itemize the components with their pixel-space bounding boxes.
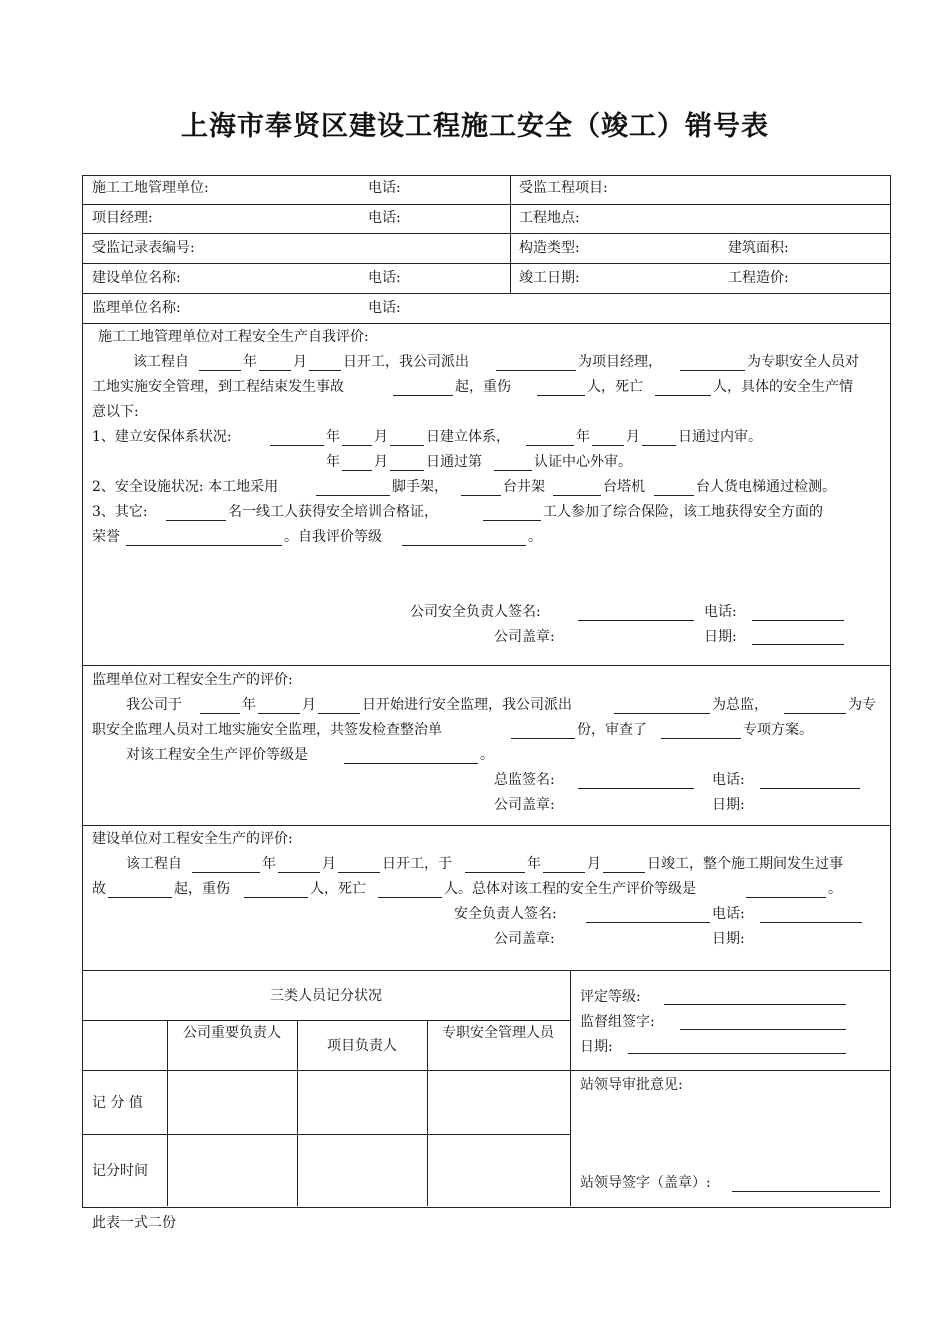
item-2-text: 2、安全设施状况: 本工地采用 — [92, 479, 279, 495]
fill-blank — [537, 395, 585, 396]
self-eval-text: 工地实施安全管理，到工程结束发生事故 — [92, 379, 344, 395]
supervisor-eval-heading: 监理单位对工程安全生产的评价: — [92, 672, 293, 688]
supervised-project-label: 受监工程项目: — [519, 180, 608, 196]
fill-blank — [259, 370, 291, 371]
date-label: 日期: — [712, 797, 745, 813]
fill-blank — [465, 872, 525, 873]
fill-blank — [244, 897, 308, 898]
supervisor-eval-text: 我公司于 — [126, 697, 182, 713]
self-eval-text: 日开工，我公司派出 — [343, 354, 469, 370]
fill-blank — [309, 370, 341, 371]
fill-blank — [278, 872, 320, 873]
fill-blank — [483, 520, 541, 521]
fill-blank — [166, 520, 226, 521]
grade-label: 评定等级: — [580, 989, 641, 1005]
self-eval-text: 人，死亡 — [587, 379, 643, 395]
col-safety-manager: 专职安全管理人员 — [442, 1025, 554, 1041]
fill-blank — [680, 370, 745, 371]
builder-eval-text: 该工程自 — [126, 856, 182, 872]
row-divider — [82, 293, 890, 294]
fill-blank — [511, 738, 575, 739]
fill-blank — [318, 713, 360, 714]
fill-blank — [258, 713, 300, 714]
supervisor-eval-text: 为专 — [848, 697, 876, 713]
year-text: 年 — [242, 697, 256, 713]
supervisor-eval-text: 职安全监理人员对工地实施安全监理，共签发检查整治单 — [92, 722, 442, 738]
fill-blank — [342, 470, 372, 471]
fill-blank — [784, 713, 846, 714]
company-seal-label: 公司盖章: — [494, 797, 555, 813]
phone-label: 电话: — [712, 906, 745, 922]
item-1-text: 日通过第 — [426, 454, 482, 470]
self-eval-text: 为专职安全人员对 — [747, 354, 859, 370]
grade-line[interactable] — [664, 1004, 846, 1005]
self-eval-text: 为项目经理， — [578, 354, 662, 370]
self-eval-text: 意以下: — [92, 404, 139, 420]
leader-sign-label: 站领导签字（盖章）: — [580, 1175, 711, 1191]
self-eval-text: 该工程自 — [133, 354, 189, 370]
row-divider — [82, 233, 890, 234]
fill-blank — [270, 445, 324, 446]
date-label: 日期: — [704, 629, 737, 645]
fill-blank — [338, 872, 380, 873]
col-project-head: 项目负责人 — [327, 1038, 397, 1054]
phone-label: 电话: — [368, 210, 401, 226]
phone-line[interactable] — [760, 922, 862, 923]
row-divider — [82, 1134, 570, 1135]
builder-eval-text: 人。总体对该工程的安全生产评价等级是 — [444, 881, 696, 897]
fill-blank — [553, 495, 601, 496]
project-cost-label: 工程造价: — [728, 270, 789, 286]
item-2-text: 台塔机 — [603, 479, 645, 495]
row-divider — [82, 263, 890, 264]
date-line[interactable] — [628, 1053, 846, 1054]
self-eval-heading: 施工工地管理单位对工程安全生产自我评价: — [98, 329, 369, 345]
page-title: 上海市奉贤区建设工程施工安全（竣工）销号表 — [181, 111, 769, 142]
col-divider — [570, 970, 571, 1206]
year-text: 年 — [243, 354, 257, 370]
supervisor-eval-text: 。 — [480, 747, 494, 763]
fill-blank — [592, 445, 624, 446]
supervisor-eval-text: 为总监， — [712, 697, 768, 713]
building-area-label: 建筑面积: — [728, 240, 789, 256]
leader-opinion-label: 站领导审批意见: — [580, 1077, 683, 1093]
row-divider — [82, 323, 890, 324]
item-3-text: 3、其它: — [92, 504, 148, 520]
phone-line[interactable] — [752, 620, 844, 621]
fill-blank — [496, 370, 576, 371]
project-manager-label: 项目经理: — [92, 210, 153, 226]
item-2-text: 台井架 — [503, 479, 545, 495]
fill-blank — [402, 545, 526, 546]
fill-blank — [393, 395, 453, 396]
date-label: 日期: — [712, 931, 745, 947]
fill-blank — [342, 445, 372, 446]
section-divider — [82, 970, 890, 971]
fill-blank — [461, 495, 501, 496]
builder-eval-text: 日竣工，整个施工期间发生过事 — [647, 856, 843, 872]
row-score-time: 记分时间 — [92, 1163, 148, 1179]
phone-label: 电话: — [704, 604, 737, 620]
phone-line[interactable] — [760, 788, 860, 789]
year-text: 年 — [262, 856, 276, 872]
builder-eval-text: 。 — [828, 881, 842, 897]
year-text: 年 — [326, 454, 340, 470]
fill-blank — [390, 470, 424, 471]
section-divider — [82, 825, 890, 826]
fill-blank — [614, 713, 710, 714]
builder-eval-text: 起，重伤 — [174, 881, 230, 897]
row-divider — [82, 1070, 890, 1071]
signature-line[interactable] — [586, 922, 710, 923]
phone-label: 电话: — [368, 270, 401, 286]
record-number-label: 受监记录表编号: — [92, 240, 195, 256]
row-divider — [82, 204, 890, 205]
group-sign-label: 监督组签字: — [580, 1014, 655, 1030]
builder-eval-text: 人，死亡 — [310, 881, 366, 897]
signature-line[interactable] — [680, 1029, 846, 1030]
fill-blank — [126, 545, 282, 546]
phone-label: 电话: — [368, 180, 401, 196]
self-eval-text: 人，具体的安全生产情 — [713, 379, 853, 395]
month-text: 月 — [302, 697, 316, 713]
signature-line[interactable] — [578, 620, 694, 621]
item-3-text: 。自我评价等级 — [284, 529, 382, 545]
fill-blank — [378, 897, 442, 898]
row-divider — [82, 1020, 570, 1021]
col-divider — [167, 1020, 168, 1206]
date-label: 日期: — [580, 1039, 613, 1055]
item-1-text: 认证中心外审。 — [534, 454, 632, 470]
fill-blank — [654, 495, 694, 496]
fill-blank — [494, 470, 532, 471]
fill-blank — [543, 872, 585, 873]
phone-label: 电话: — [368, 300, 401, 316]
site-location-label: 工程地点: — [519, 210, 580, 226]
month-text: 月 — [322, 856, 336, 872]
supervisor-eval-text: 份，审查了 — [577, 722, 647, 738]
signature-line[interactable] — [732, 1191, 880, 1192]
supervisor-eval-text: 专项方案。 — [743, 722, 813, 738]
month-text: 月 — [374, 429, 388, 445]
structure-type-label: 构造类型: — [519, 240, 580, 256]
company-seal-label: 公司盖章: — [494, 629, 555, 645]
fill-blank — [199, 370, 241, 371]
self-eval-text: 起，重伤 — [455, 379, 511, 395]
fill-blank — [316, 495, 390, 496]
year-text: 年 — [576, 429, 590, 445]
builder-eval-heading: 建设单位对工程安全生产的评价: — [92, 831, 293, 847]
footer-note: 此表一式二份 — [92, 1215, 176, 1231]
item-1-text: 日建立体系， — [426, 429, 510, 445]
completion-date-label: 竣工日期: — [519, 270, 580, 286]
site-unit-label: 施工工地管理单位: — [92, 180, 209, 196]
fill-blank — [192, 872, 260, 873]
fill-blank — [108, 897, 172, 898]
supervisor-eval-text: 对该工程安全生产评价等级是 — [126, 747, 308, 763]
signature-line[interactable] — [578, 788, 694, 789]
item-3-text: 。 — [528, 529, 542, 545]
col-divider — [427, 1020, 428, 1206]
company-seal-label: 公司盖章: — [494, 931, 555, 947]
section-divider — [82, 665, 890, 666]
builder-name-label: 建设单位名称: — [92, 270, 181, 286]
item-3-text: 工人参加了综合保险，该工地获得安全方面的 — [543, 504, 823, 520]
item-2-text: 脚手架， — [392, 479, 448, 495]
phone-label: 电话: — [712, 772, 745, 788]
supervisor-eval-text: 日开始进行安全监理，我公司派出 — [362, 697, 572, 713]
chief-supervisor-sign-label: 总监签名: — [494, 772, 555, 788]
year-text: 年 — [527, 856, 541, 872]
fill-blank — [603, 872, 645, 873]
month-text: 月 — [587, 856, 601, 872]
builder-eval-text: 故 — [92, 881, 106, 897]
fill-blank — [390, 445, 424, 446]
fill-blank — [746, 897, 826, 898]
item-3-text: 荣誉 — [92, 529, 120, 545]
col-divider — [510, 175, 511, 294]
item-2-text: 台人货电梯通过检测。 — [696, 479, 836, 495]
safety-lead-sign-label: 安全负责人签名: — [454, 906, 557, 922]
item-1-text: 日通过内审。 — [678, 429, 762, 445]
col-company-head: 公司重要负责人 — [183, 1025, 281, 1041]
year-text: 年 — [326, 429, 340, 445]
date-line[interactable] — [752, 644, 844, 645]
fill-blank — [655, 395, 711, 396]
item-3-text: 名一线工人获得安全培训合格证， — [228, 504, 438, 520]
row-score-value: 记 分 值 — [92, 1095, 143, 1111]
fill-blank — [200, 713, 240, 714]
fill-blank — [526, 445, 574, 446]
safety-lead-sign-label: 公司安全负责人签名: — [410, 604, 541, 620]
fill-blank — [661, 738, 741, 739]
builder-eval-text: 日开工，于 — [382, 856, 452, 872]
fill-blank — [642, 445, 676, 446]
supervisor-name-label: 监理单位名称: — [92, 300, 181, 316]
fill-blank — [344, 763, 478, 764]
month-text: 月 — [293, 354, 307, 370]
month-text: 月 — [374, 454, 388, 470]
item-1-text: 1、建立安保体系状况: — [92, 429, 232, 445]
scoring-title: 三类人员记分状况 — [270, 988, 382, 1004]
month-text: 月 — [626, 429, 640, 445]
